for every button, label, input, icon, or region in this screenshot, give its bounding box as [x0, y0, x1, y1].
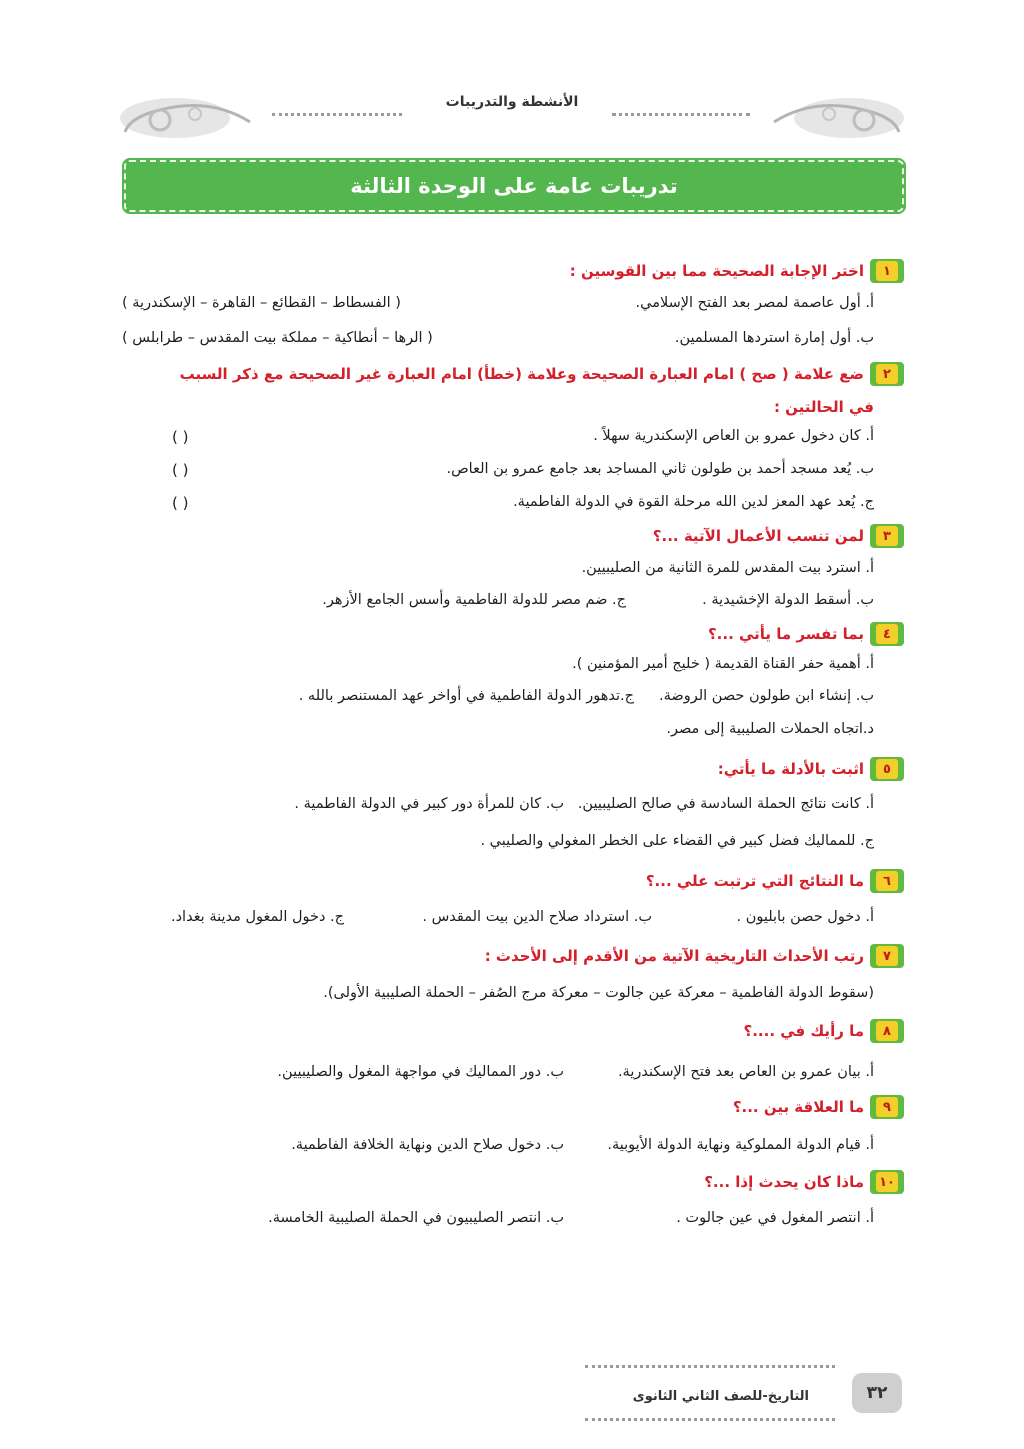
question-item: ب. استرداد صلاح الدين بيت المقدس .: [422, 909, 652, 925]
question-header: [708, 619, 904, 649]
question-title: رتب الأحداث التاريخية الآتية من الأقدم إلى الأحدث :: [484, 947, 864, 965]
question-header: [704, 1167, 904, 1197]
question-number-badge: ٨: [870, 1019, 904, 1043]
question-item: ب. يُعد مسجد أحمد بن طولون ثاني المساجد بعد جامع عمرو بن العاص.: [446, 461, 874, 477]
question-item: ج. للمماليك فضل كبير في القضاء على الخطر المغولي والصليبي .: [480, 833, 874, 849]
question-title: بما تفسر ما يأتي ...؟: [707, 625, 864, 643]
header-divider: [612, 103, 750, 116]
question-number-badge: ٦: [870, 869, 904, 893]
question-item: د.اتجاه الحملات الصليبية إلى مصر.: [666, 721, 874, 737]
question-title: ما رأيك في ....؟: [743, 1022, 864, 1040]
question-item: ب. أول إمارة استردها المسلمين.: [674, 330, 874, 346]
question-header: [646, 866, 904, 896]
question-item: أ. كانت نتائج الحملة السادسة في صالح الصليبيين.: [577, 796, 874, 812]
footer-title: التاريخ-للصف الثاني الثانوى: [632, 1389, 809, 1404]
footer-divider: [585, 1365, 835, 1370]
question-item: أ. دخول حصن بابليون .: [736, 909, 874, 925]
question-title: ما النتائج التي ترتبت علي ...؟: [645, 872, 864, 890]
banner-title: تدريبات عامة على الوحدة الثالثة: [350, 174, 678, 198]
question-item: (سقوط الدولة الفاطمية – معركة عين جالوت – معركة مرج الصُفر – الحملة الصليبية الأولى).: [323, 985, 874, 1001]
question-item: ج.تدهور الدولة الفاطمية في أواخر عهد المستنصر بالله .: [298, 688, 634, 704]
question-number-badge: ٧: [870, 944, 904, 968]
question-header: [570, 256, 904, 286]
question-options: ( الرها – أنطاكية – مملكة بيت المقدس – طرابلس ): [122, 330, 433, 346]
question-title: اختر الإجابة الصحيحة مما بين القوسين :: [569, 262, 864, 280]
header-ornament-right-icon: [754, 92, 904, 140]
page-number: ٣٢: [852, 1373, 902, 1413]
question-item: ب. انتصر الصليبيون في الحملة الصليبية الخامسة.: [268, 1210, 564, 1226]
question-number-badge: ٣: [870, 524, 904, 548]
question-item: أ. قيام الدولة المملوكية ونهاية الدولة الأيوبية.: [607, 1137, 874, 1153]
question-item: أ. بيان عمرو بن العاص بعد فتح الإسكندرية.: [617, 1064, 874, 1080]
unit-banner: [124, 160, 904, 212]
question-item: ب. دخول صلاح الدين ونهاية الخلافة الفاطمية.: [291, 1137, 564, 1153]
header-title: الأنشطة والتدريبات: [445, 94, 579, 110]
answer-parentheses: ( ): [172, 494, 189, 512]
question-item: أ. استرد بيت المقدس للمرة الثانية من الصليبيين.: [581, 560, 874, 576]
question-item: ب. أسقط الدولة الإخشيدية .: [702, 592, 874, 608]
question-item: أ. انتصر المغول في عين جالوت .: [676, 1210, 874, 1226]
question-item: ب. دور المماليك في مواجهة المغول والصليبيين.: [277, 1064, 564, 1080]
question-item: أ. كان دخول عمرو بن العاص الإسكندرية سهلاً .: [593, 428, 874, 444]
question-number-badge: ٥: [870, 757, 904, 781]
question-item: ج. دخول المغول مدينة بغداد.: [170, 909, 344, 925]
answer-parentheses: ( ): [172, 428, 189, 446]
question-item: أ. أول عاصمة لمصر بعد الفتح الإسلامي.: [635, 295, 874, 311]
question-header: [733, 1092, 904, 1122]
question-header: [180, 359, 904, 389]
question-number-badge: ١٠: [870, 1170, 904, 1194]
question-number-badge: ١: [870, 259, 904, 283]
header-divider: [272, 103, 402, 116]
question-item: ب. إنشاء ابن طولون حصن الروضة.: [659, 688, 874, 704]
question-title: ماذا كان يحدث إذا ...؟: [704, 1173, 864, 1191]
question-title: اثبت بالأدلة ما يأتي:: [717, 760, 864, 778]
question-title: ما العلاقة بين ...؟: [732, 1098, 864, 1116]
header-ornament-left-icon: [120, 92, 270, 140]
question-number-badge: ٩: [870, 1095, 904, 1119]
question-header: [485, 941, 904, 971]
question-item: ب. كان للمرأة دور كبير في الدولة الفاطمية .: [294, 796, 564, 812]
question-header: [653, 521, 904, 551]
question-title: ضع علامة ( صح ) امام العبارة الصحيحة وعلامة (خطأ) امام العبارة غير الصحيحة مع ذكر السبب: [179, 365, 864, 383]
question-item: ج. ضم مصر للدولة الفاطمية وأسس الجامع الأزهر.: [322, 592, 626, 608]
question-item: أ. أهمية حفر القناة القديمة ( خليج أمير المؤمنين ).: [572, 656, 874, 672]
question-options: ( الفسطاط – القطائع – القاهرة – الإسكندرية ): [122, 295, 401, 311]
question-title: لمن تنسب الأعمال الآتية ...؟: [652, 527, 864, 545]
question-number-badge: ٢: [870, 362, 904, 386]
answer-parentheses: ( ): [172, 461, 189, 479]
footer-divider: [585, 1418, 835, 1423]
question-header: [718, 754, 904, 784]
question-header: [744, 1016, 904, 1046]
question-item: ج. يُعد عهد المعز لدين الله مرحلة القوة في الدولة الفاطمية.: [513, 494, 874, 510]
question-title-continued: في الحالتين :: [773, 398, 874, 416]
question-number-badge: ٤: [870, 622, 904, 646]
